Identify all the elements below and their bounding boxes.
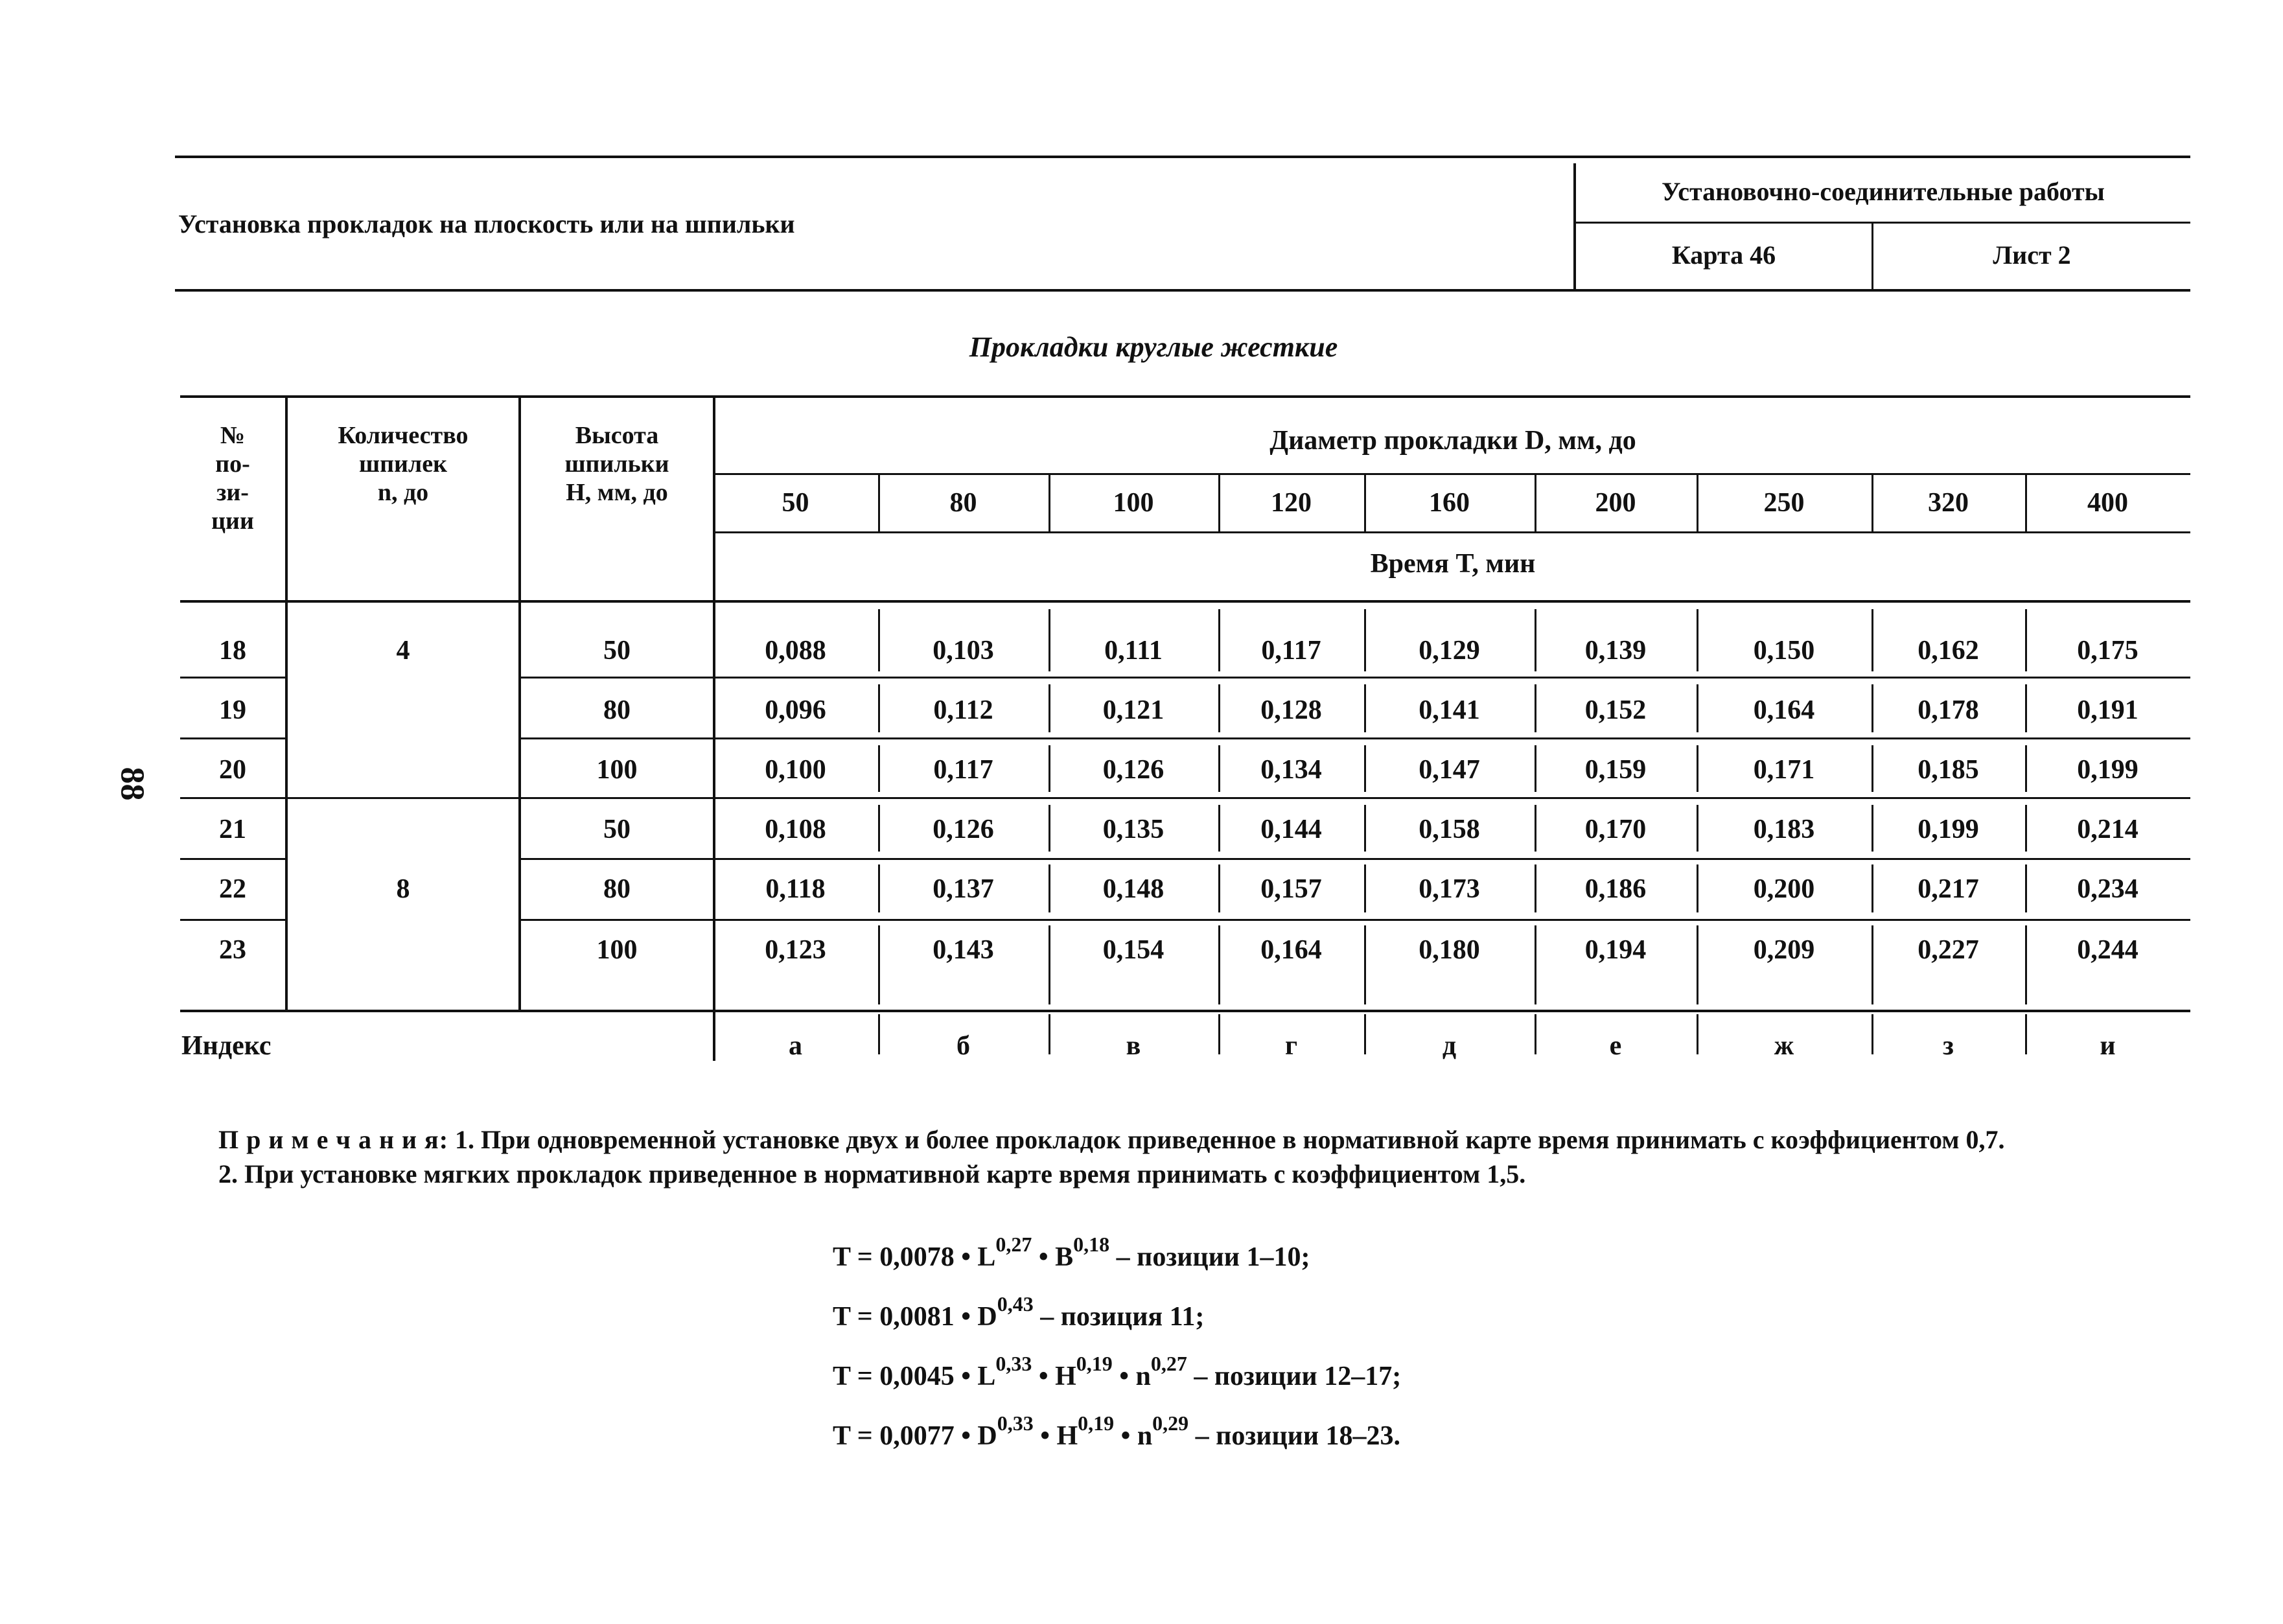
cell-sep (1872, 925, 1873, 1004)
table-cell: 0,096 (765, 695, 826, 725)
group-rule (180, 797, 2190, 799)
table-title: Прокладки круглые жесткие (969, 331, 1338, 363)
table-cell: 0,141 (1419, 695, 1480, 725)
table-cell: 0,121 (1102, 695, 1165, 725)
cell-sep (1535, 684, 1536, 732)
table-cell: 0,214 (2077, 815, 2138, 844)
row-rule-pos (180, 858, 285, 860)
cell-sep (1872, 684, 1873, 732)
cell-sep (1697, 745, 1698, 792)
table-cell: 0,137 (933, 874, 994, 904)
cell-sep (1218, 609, 1220, 671)
table-cell: 0,100 (765, 755, 826, 785)
cell-sep (2025, 609, 2027, 671)
diameter-value: 50 (782, 488, 809, 518)
cell-sep (1049, 609, 1050, 671)
index-sep (1872, 1014, 1873, 1054)
notes-label: П р и м е ч а н и я: (218, 1125, 449, 1154)
cell-sep (1872, 805, 1873, 852)
table-cell: 0,103 (933, 636, 994, 666)
header-count: шпилек (359, 450, 447, 478)
table-cell: 0,199 (1918, 815, 1979, 844)
table-cell: 0,148 (1102, 874, 1165, 904)
cell-sep (1872, 864, 1873, 912)
diameter-header: Диаметр прокладки D, мм, до (1269, 426, 1636, 456)
cell-sep (1364, 684, 1366, 732)
header-pos: № (220, 422, 246, 449)
diameter-value: 320 (1928, 488, 1969, 518)
header-count: Количество (338, 422, 469, 449)
index-letter: а (789, 1031, 802, 1061)
cell-sep (1697, 609, 1698, 671)
table-cell: 0,217 (1918, 874, 1979, 904)
table-cell: 0,209 (1753, 935, 1815, 965)
cell-sep (1218, 864, 1220, 912)
header-top-rule (175, 156, 2190, 158)
formula-1: T = 0,0078 • L$^{0,27}$ • B$^{0,18}$ – позиции 1–10; (833, 1233, 1310, 1272)
cell-sep (878, 925, 880, 1004)
doc-title: Установка прокладок на плоскость или на шпильки (178, 209, 795, 238)
table-cell: 0,139 (1584, 636, 1647, 666)
cell-sep (1218, 684, 1220, 732)
cell-sep (878, 609, 880, 671)
diameter-value: 160 (1429, 488, 1470, 518)
cell-sep (1364, 805, 1366, 852)
row-rule-values (521, 737, 2190, 739)
cell-sep (1872, 609, 1873, 671)
table-cell: 0,164 (1753, 695, 1815, 725)
table-cell: 0,180 (1419, 935, 1480, 965)
index-sep (1535, 1014, 1536, 1054)
table-cell: 0,162 (1918, 636, 1979, 666)
table-cell: 0,147 (1419, 755, 1480, 785)
group-count: 8 (396, 874, 410, 904)
index-sep (2025, 1014, 2027, 1054)
table-cell: 0,150 (1753, 636, 1815, 666)
table-cell: 0,185 (1918, 755, 1979, 785)
cell-sep (878, 745, 880, 792)
formula-4: T = 0,0077 • D$^{0,33}$ • H$^{0,19}$ • $n^{0,29}$ – позиции 18–23. (833, 1411, 1401, 1451)
table-cell: 0,134 (1260, 755, 1322, 785)
cell-sep (1364, 609, 1366, 671)
row-rule-pos (180, 677, 285, 679)
cell-sep (878, 684, 880, 732)
row-position: 18 (219, 636, 246, 666)
row-position: 23 (219, 935, 246, 965)
index-sep (878, 1014, 880, 1054)
table-cell: 0,244 (2077, 935, 2138, 965)
formula-3: T = 0,0045 • L$^{0,33}$ • H$^{0,19}$ • $n^{0,27}$ – позиции 12–17; (833, 1352, 1402, 1391)
table-cell: 0,152 (1584, 695, 1647, 725)
table-cell: 0,126 (1102, 755, 1165, 785)
table-cell: 0,135 (1102, 815, 1165, 844)
cell-sep (1364, 864, 1366, 912)
time-header: Время T, мин (1370, 549, 1536, 579)
index-letter: г (1284, 1031, 1298, 1061)
index-sep (1049, 1014, 1050, 1054)
table-top-rule (180, 395, 2190, 398)
header-height: H, мм, до (566, 479, 668, 506)
row-rule-pos (180, 919, 285, 921)
cell-sep (1049, 745, 1050, 792)
note-2: 2. При установке мягких прокладок приведенное в нормативной карте время принимать с коэффициентом 1,5. (218, 1159, 1526, 1189)
note-1: 1. При одновременной установке двух и более прокладок приведенное в нормативной карте время принимать с коэффициентом 0,7. (455, 1125, 2005, 1154)
table-cell: 0,112 (933, 695, 993, 725)
cell-sep (1364, 925, 1366, 1004)
index-letter: б (956, 1031, 970, 1061)
table-cell: 0,108 (765, 815, 826, 844)
index-letter: ж (1774, 1031, 1794, 1061)
row-rule-values (521, 858, 2190, 860)
index-letter: е (1609, 1031, 1622, 1061)
index-sep (713, 1014, 715, 1054)
row-height: 100 (596, 755, 638, 785)
index-sep (1364, 1014, 1366, 1054)
table-cell: 0,227 (1918, 935, 1979, 965)
header-height: шпильки (564, 450, 669, 478)
cell-sep (2025, 805, 2027, 852)
cell-sep (2025, 864, 2027, 912)
table-cell: 0,171 (1753, 755, 1815, 785)
diameter-value: 400 (2087, 488, 2128, 518)
header-mid-rule (1576, 222, 2190, 224)
diameter-value: 80 (949, 488, 977, 518)
cell-sep (1049, 925, 1050, 1004)
table-cell: 0,178 (1918, 695, 1979, 725)
cell-sep (1535, 745, 1536, 792)
index-label: Индекс (181, 1031, 272, 1061)
table-cell: 0,159 (1584, 755, 1647, 785)
row-rule-pos (180, 737, 285, 739)
group-count: 4 (396, 636, 410, 666)
card-number: Карта 46 (1671, 240, 1776, 270)
diameter-value: 100 (1113, 488, 1154, 518)
header-pos: зи- (216, 479, 249, 506)
table-cell: 0,234 (2077, 874, 2138, 904)
table-cell: 0,164 (1260, 935, 1322, 965)
row-height: 100 (596, 935, 638, 965)
table-cell: 0,199 (2077, 755, 2138, 785)
table-cell: 0,143 (933, 935, 994, 965)
cell-sep (1364, 745, 1366, 792)
index-letter: в (1126, 1031, 1141, 1061)
cell-sep (1535, 925, 1536, 1004)
table-cell: 0,128 (1260, 695, 1322, 725)
diameter-value: 200 (1595, 488, 1636, 518)
cell-sep (1697, 864, 1698, 912)
cell-sep (1535, 805, 1536, 852)
table-bottom-rule (180, 1010, 2190, 1012)
table-cell: 0,117 (933, 755, 993, 785)
cell-sep (1697, 925, 1698, 1004)
row-height: 50 (603, 636, 631, 666)
row-rule-values (521, 677, 2190, 679)
cell-sep (1049, 805, 1050, 852)
cell-sep (1872, 745, 1873, 792)
row-position: 21 (219, 815, 246, 844)
table-cell: 0,186 (1584, 874, 1647, 904)
cell-sep (1697, 805, 1698, 852)
diameter-header-rule (713, 473, 2190, 475)
cell-sep (1535, 864, 1536, 912)
table-cell: 0,117 (1261, 636, 1321, 666)
table-cell: 0,129 (1419, 636, 1480, 666)
table-cell: 0,183 (1753, 815, 1815, 844)
row-position: 19 (219, 695, 246, 725)
cell-sep (1049, 684, 1050, 732)
index-letter: д (1442, 1031, 1457, 1061)
cell-sep (2025, 745, 2027, 792)
index-sep (1218, 1014, 1220, 1054)
section-title: Установочно-соединительные работы (1662, 177, 2105, 206)
row-rule-values (521, 919, 2190, 921)
table-cell: 0,200 (1753, 874, 1815, 904)
table-cell: 0,157 (1260, 874, 1322, 904)
cell-sep (878, 864, 880, 912)
table-cell: 0,191 (2077, 695, 2138, 725)
sheet-number: Лист 2 (1993, 240, 2071, 270)
table-cell: 0,118 (765, 874, 826, 904)
table-cell: 0,126 (933, 815, 994, 844)
index-letter: и (2100, 1031, 2116, 1061)
table-cell: 0,144 (1260, 815, 1322, 844)
cell-sep (2025, 925, 2027, 1004)
formula-2: T = 0,0081 • D$^{0,43}$ – позиция 11; (833, 1292, 1205, 1332)
header-height: Высота (575, 422, 659, 449)
diameter-values-rule (713, 531, 2190, 533)
table-cell: 0,154 (1102, 935, 1165, 965)
diameter-value: 120 (1271, 488, 1312, 518)
row-height: 80 (603, 874, 631, 904)
table-cell: 0,170 (1584, 815, 1647, 844)
row-position: 20 (219, 755, 246, 785)
header-pos: по- (215, 450, 250, 478)
row-height: 50 (603, 815, 631, 844)
diameter-value: 250 (1763, 488, 1805, 518)
cell-sep (1049, 864, 1050, 912)
notes-line-1 (218, 1124, 2004, 1155)
index-sep (1697, 1014, 1698, 1054)
table-cell: 0,175 (2077, 636, 2138, 666)
cell-sep (878, 805, 880, 852)
row-height: 80 (603, 695, 631, 725)
header-pos: ции (211, 507, 254, 535)
cell-sep (1697, 684, 1698, 732)
header-bottom-rule (175, 289, 2190, 292)
table-cell: 0,158 (1419, 815, 1480, 844)
cell-sep (1535, 609, 1536, 671)
table-cell: 0,173 (1419, 874, 1480, 904)
table-cell: 0,111 (1104, 636, 1163, 666)
page-number: 88 (113, 767, 151, 801)
row-position: 22 (219, 874, 246, 904)
table-header-bottom-rule (180, 600, 2190, 603)
cell-sep (2025, 684, 2027, 732)
cell-sep (1218, 805, 1220, 852)
index-letter: з (1943, 1031, 1954, 1061)
table-cell: 0,123 (765, 935, 826, 965)
table-cell: 0,088 (765, 636, 826, 666)
cell-sep (1218, 925, 1220, 1004)
table-cell: 0,194 (1584, 935, 1647, 965)
cell-sep (1218, 745, 1220, 792)
header-count: n, до (377, 479, 429, 506)
